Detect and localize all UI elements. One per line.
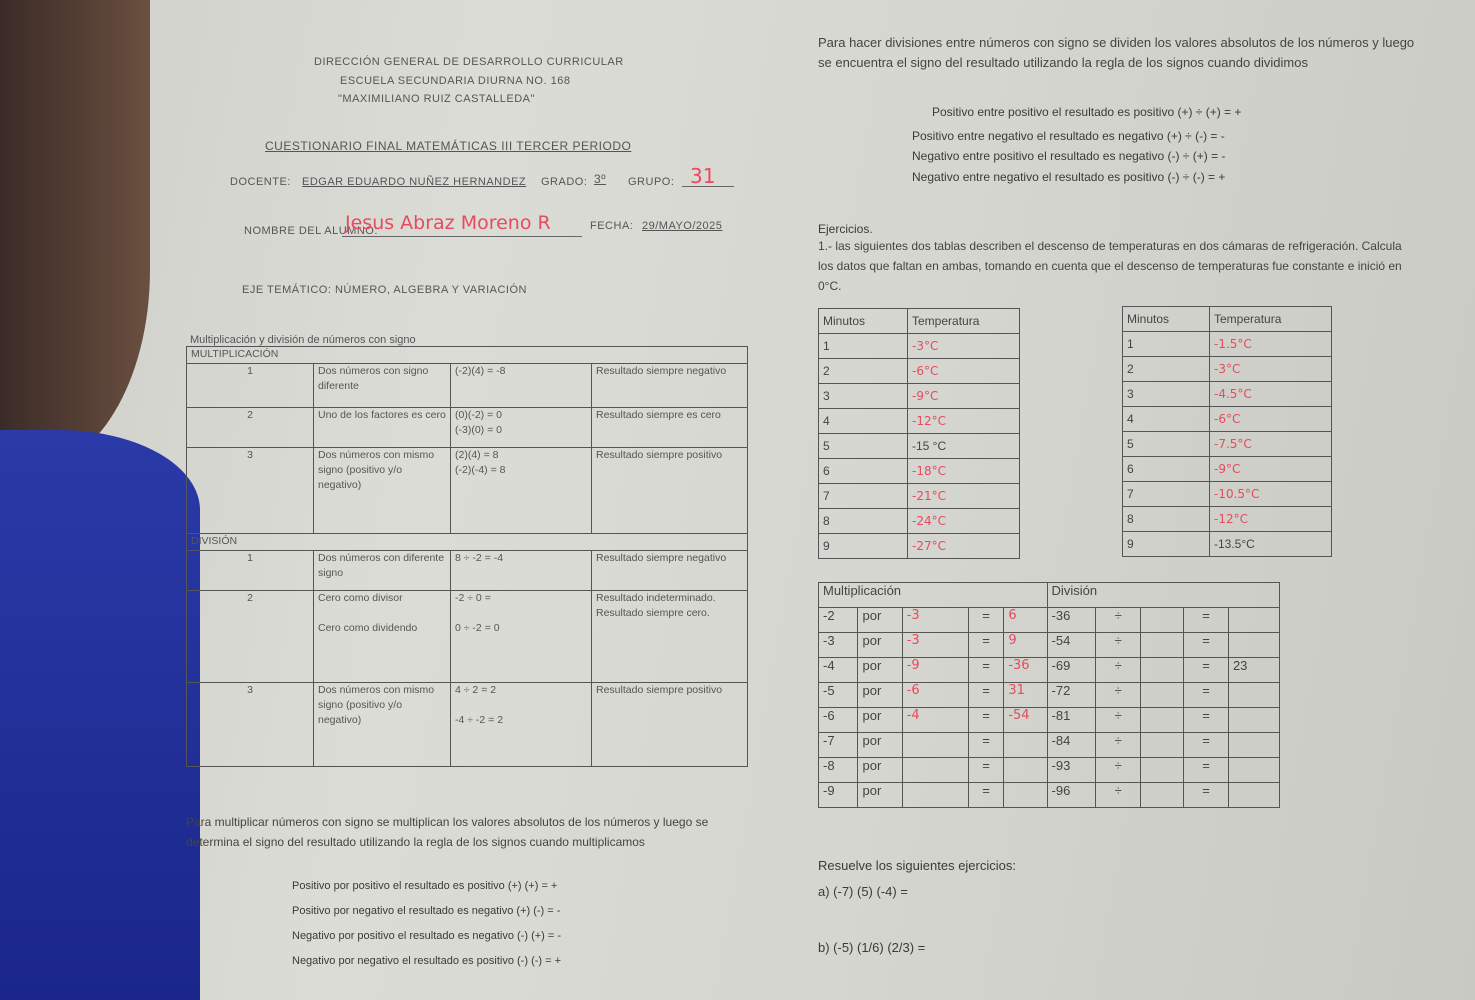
- md-cell-por: por: [858, 733, 902, 758]
- md-cell-eq2: =: [1184, 708, 1229, 733]
- temperature-cell[interactable]: -18°C: [908, 459, 1020, 484]
- table1-row: [819, 509, 1020, 534]
- md-cell-eq: =: [968, 658, 1003, 683]
- temperature-table-1: [818, 308, 1020, 559]
- minute-cell: 9: [1123, 532, 1210, 557]
- md-cell-eq2: =: [1184, 733, 1229, 758]
- md-cell-div: ÷: [1096, 708, 1141, 733]
- md-cell-r2[interactable]: [1228, 758, 1279, 783]
- table2-row: [1123, 407, 1332, 432]
- md-cell-q[interactable]: [1141, 608, 1184, 633]
- alumno-underline: [342, 236, 582, 237]
- minute-cell: 3: [1123, 382, 1210, 407]
- temperature-cell[interactable]: -27°C: [908, 534, 1020, 559]
- minute-cell: 1: [819, 334, 908, 359]
- div-rule-2: Positivo entre negativo el resultado es negativo (+) ÷ (-) = -: [912, 129, 1225, 143]
- md-cell-r[interactable]: -36: [1004, 658, 1047, 683]
- mult-row-result: Resultado siempre positivo: [592, 448, 748, 534]
- md-row: [819, 608, 1280, 633]
- exercise-b: b) (-5) (1/6) (2/3) =: [818, 940, 926, 955]
- md-cell-b[interactable]: -3: [902, 633, 968, 658]
- md-cell-a: -6: [819, 708, 858, 733]
- school-name: "MAXIMILIANO RUIZ CASTALLEDA": [338, 93, 535, 105]
- md-cell-r2[interactable]: 23: [1228, 658, 1279, 683]
- md-cell-q[interactable]: [1141, 758, 1184, 783]
- table1-row: [819, 534, 1020, 559]
- minute-cell: 4: [1123, 407, 1210, 432]
- grupo-underline: [682, 186, 734, 187]
- temperature-cell[interactable]: -1.5°C: [1210, 332, 1332, 357]
- minute-cell: 9: [819, 534, 908, 559]
- md-cell-eq: =: [968, 633, 1003, 658]
- md-cell-por: por: [858, 658, 902, 683]
- grado-value: 3º: [594, 172, 607, 186]
- minute-cell: 7: [819, 484, 908, 509]
- table1-row: [819, 434, 1020, 459]
- md-cell-por: por: [858, 783, 902, 808]
- table1-row: [819, 384, 1020, 409]
- md-cell-div: ÷: [1096, 608, 1141, 633]
- md-cell-a: -3: [819, 633, 858, 658]
- temperature-cell[interactable]: -12°C: [1210, 507, 1332, 532]
- col-minutes: Minutos: [819, 309, 908, 334]
- md-cell-d: -93: [1047, 758, 1096, 783]
- md-cell-r[interactable]: [1004, 733, 1047, 758]
- md-cell-a: -2: [819, 608, 858, 633]
- mult-div-table: [818, 582, 1280, 808]
- mult-row-num: 3: [187, 448, 314, 534]
- md-cell-d: -84: [1047, 733, 1096, 758]
- mult-header: MULTIPLICACIÓN: [187, 347, 748, 364]
- md-cell-r[interactable]: [1004, 758, 1047, 783]
- question-1: 1.- las siguientes dos tablas describen el descenso de temperaturas en dos cámaras de refrigeración. Calcula los datos que faltan en ambas, tomando en cuenta que el descenso de temperaturas fue constante e inició en 0°C.: [818, 239, 1402, 293]
- md-cell-d: -36: [1047, 608, 1096, 633]
- md-cell-d: -54: [1047, 633, 1096, 658]
- fecha-value: 29/MAYO/2025: [642, 220, 723, 232]
- grupo-value: 31: [690, 164, 716, 188]
- table1-row: [819, 334, 1020, 359]
- div-rule-4: Negativo entre negativo el resultado es positivo (-) ÷ (-) = +: [912, 170, 1226, 184]
- div-row-result: Resultado indeterminado. Resultado siempre cero.: [592, 591, 748, 683]
- md-cell-q[interactable]: [1141, 708, 1184, 733]
- table2-row: [1123, 507, 1332, 532]
- md-cell-r2[interactable]: [1228, 733, 1279, 758]
- mult-rule-2: Positivo por negativo el resultado es negativo (+) (-) = -: [292, 905, 561, 917]
- mult-rule-1: Positivo por positivo el resultado es positivo (+) (+) = +: [292, 880, 558, 892]
- table1-row: [819, 359, 1020, 384]
- md-cell-q[interactable]: [1141, 658, 1184, 683]
- md-row: [819, 708, 1280, 733]
- mult-rule-intro: Para multiplicar números con signo se multiplican los valores absolutos de los números y luego se determina el signo del resultado utilizando la regla de los signos cuando multiplicamos: [186, 815, 709, 849]
- alumno-name: Jesus Abraz Moreno R: [345, 212, 551, 234]
- md-cell-por: por: [858, 708, 902, 733]
- col-temperature: Temperatura: [908, 309, 1020, 334]
- temperature-cell[interactable]: -3°C: [1210, 357, 1332, 382]
- md-div-header: División: [1047, 583, 1279, 608]
- md-cell-eq: =: [968, 683, 1003, 708]
- md-row: [819, 758, 1280, 783]
- md-row: [819, 733, 1280, 758]
- alumno-label: NOMBRE DEL ALUMNO:: [244, 225, 378, 237]
- div-row-num: 1: [187, 551, 314, 591]
- md-cell-div: ÷: [1096, 758, 1141, 783]
- div-row-result: Resultado siempre negativo: [592, 551, 748, 591]
- div-row-example: -2 ÷ 0 = 0 ÷ -2 = 0: [451, 591, 592, 683]
- div-rule-1: Positivo entre positivo el resultado es positivo (+) ÷ (+) = +: [932, 105, 1242, 119]
- temperature-cell[interactable]: -6°C: [1210, 407, 1332, 432]
- mult-row-desc: Uno de los factores es cero: [314, 408, 451, 448]
- fecha-label: FECHA:: [590, 220, 634, 232]
- md-cell-r2[interactable]: [1228, 633, 1279, 658]
- md-cell-eq2: =: [1184, 758, 1229, 783]
- md-cell-b[interactable]: [902, 783, 968, 808]
- div-row-example: 8 ÷ -2 = -4: [451, 551, 592, 591]
- div-header: DIVISIÓN: [187, 534, 748, 551]
- minute-cell: 5: [1123, 432, 1210, 457]
- table2-row: [1123, 357, 1332, 382]
- temperature-table-2: [1122, 306, 1332, 557]
- temperature-cell[interactable]: -21°C: [908, 484, 1020, 509]
- div-row-desc: Dos números con mismo signo (positivo y/o negativo): [314, 683, 451, 767]
- minute-cell: 6: [1123, 457, 1210, 482]
- md-cell-eq2: =: [1184, 658, 1229, 683]
- mult-row-result: Resultado siempre es cero: [592, 408, 748, 448]
- md-cell-eq: =: [968, 608, 1003, 633]
- mult-row-num: 1: [187, 364, 314, 408]
- md-cell-por: por: [858, 633, 902, 658]
- md-row: [819, 783, 1280, 808]
- temperature-cell[interactable]: -4.5°C: [1210, 382, 1332, 407]
- div-rule-3: Negativo entre positivo el resultado es negativo (-) ÷ (+) = -: [912, 149, 1226, 163]
- md-cell-r2[interactable]: [1228, 708, 1279, 733]
- div-row-result: Resultado siempre positivo: [592, 683, 748, 767]
- temperature-cell[interactable]: -24°C: [908, 509, 1020, 534]
- md-cell-eq2: =: [1184, 633, 1229, 658]
- md-cell-div: ÷: [1096, 683, 1141, 708]
- div-row-num: 3: [187, 683, 314, 767]
- minute-cell: 3: [819, 384, 908, 409]
- grado-label: GRADO:: [541, 176, 588, 188]
- minute-cell: 8: [1123, 507, 1210, 532]
- md-mult-header: Multiplicación: [819, 583, 1048, 608]
- md-cell-eq2: =: [1184, 683, 1229, 708]
- temperature-cell[interactable]: -7.5°C: [1210, 432, 1332, 457]
- md-cell-d: -72: [1047, 683, 1096, 708]
- md-cell-b[interactable]: [902, 758, 968, 783]
- signs-table: [186, 346, 748, 767]
- minute-cell: 4: [819, 409, 908, 434]
- md-cell-eq: =: [968, 708, 1003, 733]
- md-cell-r[interactable]: 6: [1004, 608, 1047, 633]
- md-cell-eq: =: [968, 733, 1003, 758]
- minute-cell: 1: [1123, 332, 1210, 357]
- table2-row: [1123, 382, 1332, 407]
- table1-row: [819, 484, 1020, 509]
- md-cell-a: -5: [819, 683, 858, 708]
- docente-label: DOCENTE:: [230, 176, 291, 188]
- md-cell-q[interactable]: [1141, 733, 1184, 758]
- md-cell-b[interactable]: [902, 733, 968, 758]
- md-cell-a: -7: [819, 733, 858, 758]
- md-cell-b[interactable]: -3: [902, 608, 968, 633]
- md-cell-r[interactable]: 9: [1004, 633, 1047, 658]
- docente-name: EDGAR EDUARDO NUÑEZ HERNANDEZ: [302, 176, 527, 188]
- cuestionario-title: CUESTIONARIO FINAL MATEMÁTICAS III TERCER PERIODO: [265, 139, 632, 153]
- md-cell-q[interactable]: [1141, 633, 1184, 658]
- temperature-cell[interactable]: -3°C: [908, 334, 1020, 359]
- table2-row: [1123, 332, 1332, 357]
- temperature-cell[interactable]: -9°C: [908, 384, 1020, 409]
- div-row-example: 4 ÷ 2 = 2 -4 ÷ -2 = 2: [451, 683, 592, 767]
- minute-cell: 5: [819, 434, 908, 459]
- temperature-cell[interactable]: -13.5°C: [1210, 532, 1332, 557]
- exercise-a: a) (-7) (5) (-4) =: [818, 884, 908, 899]
- md-cell-div: ÷: [1096, 783, 1141, 808]
- minute-cell: 6: [819, 459, 908, 484]
- md-cell-a: -4: [819, 658, 858, 683]
- md-cell-d: -69: [1047, 658, 1096, 683]
- div-rule-intro: Para hacer divisiones entre números con signo se dividen los valores absolutos de los números y luego se encuentra el signo del resultado utilizando la regla de los signos cuando dividimos: [818, 35, 1415, 70]
- md-cell-a: -8: [819, 758, 858, 783]
- eje-tematico: EJE TEMÁTICO: NÚMERO, ALGEBRA Y VARIACIÓN: [242, 284, 527, 296]
- temperature-cell[interactable]: -12°C: [908, 409, 1020, 434]
- temperature-cell[interactable]: -6°C: [908, 359, 1020, 384]
- md-cell-div: ÷: [1096, 733, 1141, 758]
- md-cell-q[interactable]: [1141, 783, 1184, 808]
- table2-row: [1123, 457, 1332, 482]
- md-cell-r2[interactable]: [1228, 608, 1279, 633]
- md-cell-b[interactable]: -6: [902, 683, 968, 708]
- div-row-desc: Dos números con diferente signo: [314, 551, 451, 591]
- md-cell-d: -81: [1047, 708, 1096, 733]
- table2-row: [1123, 482, 1332, 507]
- md-cell-r2[interactable]: [1228, 683, 1279, 708]
- md-cell-b[interactable]: -4: [902, 708, 968, 733]
- minute-cell: 2: [1123, 357, 1210, 382]
- exercises-title: Ejercicios.: [818, 222, 873, 236]
- minute-cell: 7: [1123, 482, 1210, 507]
- mult-row-result: Resultado siempre negativo: [592, 364, 748, 408]
- col-minutes: Minutos: [1123, 307, 1210, 332]
- md-row: [819, 633, 1280, 658]
- md-cell-eq: =: [968, 758, 1003, 783]
- temperature-cell[interactable]: -10.5°C: [1210, 482, 1332, 507]
- minute-cell: 2: [819, 359, 908, 384]
- md-cell-por: por: [858, 758, 902, 783]
- temperature-cell[interactable]: -15 °C: [908, 434, 1020, 459]
- mult-row-desc: Dos números con signo diferente: [314, 364, 451, 408]
- grupo-label: GRUPO:: [628, 176, 675, 188]
- signs-table-caption: Multiplicación y división de números con signo: [190, 334, 416, 346]
- blue-fabric: [0, 430, 200, 1000]
- md-cell-d: -96: [1047, 783, 1096, 808]
- mult-row-example: (-2)(4) = -8: [451, 364, 592, 408]
- md-cell-por: por: [858, 608, 902, 633]
- md-cell-por: por: [858, 683, 902, 708]
- md-row: [819, 658, 1280, 683]
- md-cell-eq2: =: [1184, 608, 1229, 633]
- md-cell-a: -9: [819, 783, 858, 808]
- mult-row-example: (2)(4) = 8 (-2)(-4) = 8: [451, 448, 592, 534]
- md-cell-b[interactable]: -9: [902, 658, 968, 683]
- md-cell-r[interactable]: 31: [1004, 683, 1047, 708]
- md-cell-r[interactable]: -54: [1004, 708, 1047, 733]
- mult-rule-3: Negativo por positivo el resultado es negativo (-) (+) = -: [292, 930, 562, 942]
- col-temperature: Temperatura: [1210, 307, 1332, 332]
- table1-row: [819, 409, 1020, 434]
- escuela-text: ESCUELA SECUNDARIA DIURNA NO. 168: [340, 75, 571, 87]
- table1-row: [819, 459, 1020, 484]
- table2-row: [1123, 532, 1332, 557]
- minute-cell: 8: [819, 509, 908, 534]
- table2-row: [1123, 432, 1332, 457]
- div-row-desc: Cero como divisor Cero como dividendo: [314, 591, 451, 683]
- md-cell-eq2: =: [1184, 783, 1229, 808]
- mult-row-num: 2: [187, 408, 314, 448]
- direccion-text: DIRECCIÓN GENERAL DE DESARROLLO CURRICULAR: [314, 56, 624, 68]
- md-row: [819, 683, 1280, 708]
- mult-rule-4: Negativo por negativo el resultado es positivo (-) (-) = +: [292, 955, 562, 967]
- md-cell-eq: =: [968, 783, 1003, 808]
- div-row-num: 2: [187, 591, 314, 683]
- md-cell-div: ÷: [1096, 658, 1141, 683]
- temperature-cell[interactable]: -9°C: [1210, 457, 1332, 482]
- md-cell-div: ÷: [1096, 633, 1141, 658]
- md-cell-r[interactable]: [1004, 783, 1047, 808]
- mult-row-example: (0)(-2) = 0 (-3)(0) = 0: [451, 408, 592, 448]
- md-cell-r2[interactable]: [1228, 783, 1279, 808]
- md-cell-q[interactable]: [1141, 683, 1184, 708]
- resuelve-text: Resuelve los siguientes ejercicios:: [818, 858, 1016, 873]
- mult-row-desc: Dos números con mismo signo (positivo y/o negativo): [314, 448, 451, 534]
